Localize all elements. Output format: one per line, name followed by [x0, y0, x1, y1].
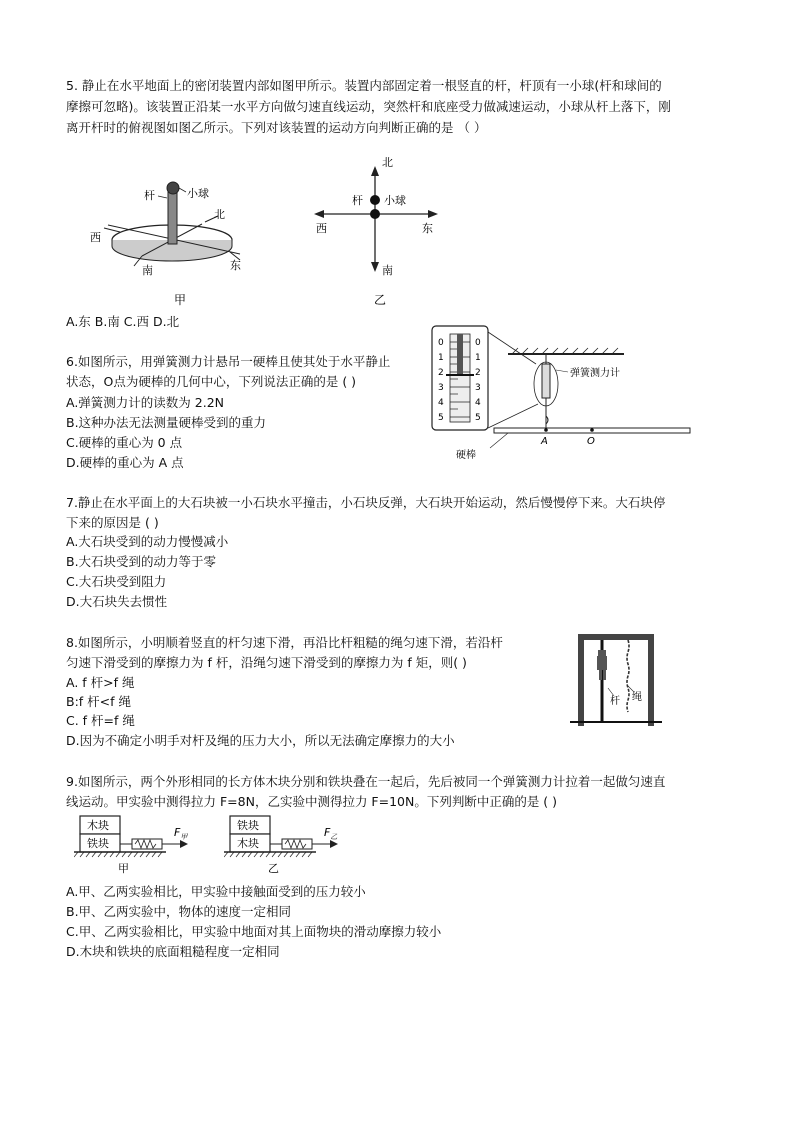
q7-option-d: D.大石块失去惯性: [66, 594, 168, 609]
q7-stem-line1: 7.静止在水平面上的大石块被一小石块水平撞击，小石块反弹，大石块开始运动，然后慢慢停下来。大石块停: [66, 495, 666, 510]
q6-scale-l2: 2: [438, 368, 444, 378]
q9-stem-line2: 线运动。甲实验中测得拉力 F=8N，乙实验中测得拉力 F=10N。下列判断中正确的是 ( ): [66, 794, 558, 809]
q5-options: A.东 B.南 C.西 D.北: [66, 314, 180, 329]
q9-figure-jia: [74, 812, 204, 878]
q5-yi-north: 北: [382, 156, 393, 169]
q7-option-c: C.大石块受到阻力: [66, 574, 167, 589]
q5-yi-ball-label: 小球: [384, 194, 406, 207]
q6-rod-label: 硬棒: [456, 450, 476, 461]
q5-ball: [167, 182, 179, 194]
q8-person-icon: [597, 650, 607, 680]
q6-figure: [428, 320, 694, 470]
q9-option-d: D.木块和铁块的底面粗糙程度一定相同: [66, 944, 280, 959]
q5-stem-line3: 离开杆时的俯视图如图乙所示。下列对该装置的运动方向判断正确的是 （ ）: [66, 120, 487, 135]
q8-option-b: B:f 杆<f 绳: [66, 694, 132, 709]
q9-yi-force: $F_乙$: [324, 826, 338, 841]
q5-stem-line1: 5. 静止在水平地面上的密闭装置内部如图甲所示。装置内部固定着一根竖直的杆，杆顶有一小球(杆和球间的: [66, 78, 662, 93]
q8-option-a: A. f 杆>f 绳: [66, 675, 135, 690]
q6-scale-r1: 1: [475, 353, 481, 363]
q5-stem-line2: 摩擦可忽略)。该装置正沿某一水平方向做匀速直线运动，突然杆和底座受力做减速运动，小球从杆上落下，刚: [66, 99, 671, 114]
q5-jia-rod-label: 杆: [144, 189, 155, 202]
q5-jia-caption: 甲: [174, 293, 187, 307]
q6-option-b: B.这种办法无法测量硬棒受到的重力: [66, 415, 267, 430]
q6-scale-r3: 3: [475, 383, 481, 393]
q8-option-c: C. f 杆=f 绳: [66, 713, 135, 728]
q5-yi-rod-label: 杆: [352, 194, 363, 207]
q6-option-c: C.硬棒的重心为 0 点: [66, 435, 183, 450]
q9-option-c: C.甲、乙两实验相比，甲实验中地面对其上面物块的滑动摩擦力较小: [66, 924, 442, 939]
q9-figure-yi: [224, 812, 354, 878]
q5-yi-caption: 乙: [374, 293, 387, 307]
q6-scale-l4: 4: [438, 398, 444, 408]
q5-yi-ball: [370, 195, 380, 205]
q5-yi-rod: [370, 209, 380, 219]
q9-yi-top-label: 铁块: [237, 819, 259, 832]
q6-stem-line2: 状态，O点为硬棒的几何中心，下列说法正确的是 ( ): [66, 374, 357, 389]
q5-rod: [168, 192, 177, 244]
q6-point-a: A: [541, 436, 548, 447]
q9-option-b: B.甲、乙两实验中，物体的速度一定相同: [66, 904, 292, 919]
q7-stem-line2: 下来的原因是 ( ): [66, 515, 159, 530]
q5-yi-south: 南: [382, 264, 393, 277]
q6-scale-l1: 1: [438, 353, 444, 363]
q6-spring-meter: [542, 364, 550, 398]
q8-stem-line1: 8.如图所示，小明顺着竖直的杆匀速下滑，再沿比杆粗糙的绳匀速下滑，若沿杆: [66, 635, 503, 650]
q5-jia-east: 东: [230, 259, 241, 272]
q9-stem-line1: 9.如图所示，两个外形相同的长方体木块分别和铁块叠在一起后，先后被同一个弹簧测力计拉着一起做匀速直: [66, 774, 666, 789]
q5-jia-west: 西: [90, 231, 101, 244]
q6-scale-r0: 0: [475, 338, 481, 348]
q9-jia-caption: 甲: [118, 862, 129, 875]
q6-scale-l3: 3: [438, 383, 444, 393]
q6-stem-line1: 6.如图所示，用弹簧测力计悬吊一硬棒且使其处于水平静止: [66, 354, 391, 369]
q6-option-d: D.硬棒的重心为 A 点: [66, 455, 184, 470]
q6-option-a: A.弹簧测力计的读数为 2.2N: [66, 395, 225, 410]
q6-scale-l5: 5: [438, 413, 444, 423]
q9-yi-bottom-label: 木块: [237, 837, 259, 850]
q6-scale-r4: 4: [475, 398, 481, 408]
q5-jia-north: 北: [214, 208, 225, 221]
q8-stem-line2: 匀速下滑受到的摩擦力为 f 杆，沿绳匀速下滑受到的摩擦力为 f 矩，则( ): [66, 655, 467, 670]
q5-jia-south: 南: [142, 264, 153, 277]
q9-yi-caption: 乙: [268, 862, 279, 875]
q6-scale-r2: 2: [475, 368, 481, 378]
q8-rope: [627, 640, 629, 712]
q6-scale-l0: 0: [438, 338, 444, 348]
q7-option-a: A.大石块受到的动力慢慢减小: [66, 534, 229, 549]
q9-jia-force: $F_甲$: [174, 826, 188, 841]
q7-option-b: B.大石块受到的动力等于零: [66, 554, 217, 569]
q5-jia-ball-label: 小球: [187, 187, 209, 200]
q8-pole-label: 杆: [610, 696, 620, 707]
q6-scale-r5: 5: [475, 413, 481, 423]
q6-point-o: O: [587, 436, 595, 447]
q5-figure-yi: [310, 152, 450, 312]
q5-yi-east: 东: [422, 222, 433, 235]
q9-option-a: A.甲、乙两实验相比，甲实验中接触面受到的压力较小: [66, 884, 366, 899]
q5-figure-jia: [90, 170, 260, 310]
q8-rope-label: 绳: [632, 692, 642, 703]
q9-jia-bottom-label: 铁块: [87, 837, 109, 850]
q5-yi-west: 西: [316, 222, 327, 235]
q9-jia-top-label: 木块: [87, 819, 109, 832]
q6-meter-label: 弹簧测力计: [570, 368, 620, 379]
q8-figure: [570, 630, 662, 730]
q8-option-d: D.因为不确定小明手对杆及绳的压力大小，所以无法确定摩擦力的大小: [66, 733, 455, 748]
